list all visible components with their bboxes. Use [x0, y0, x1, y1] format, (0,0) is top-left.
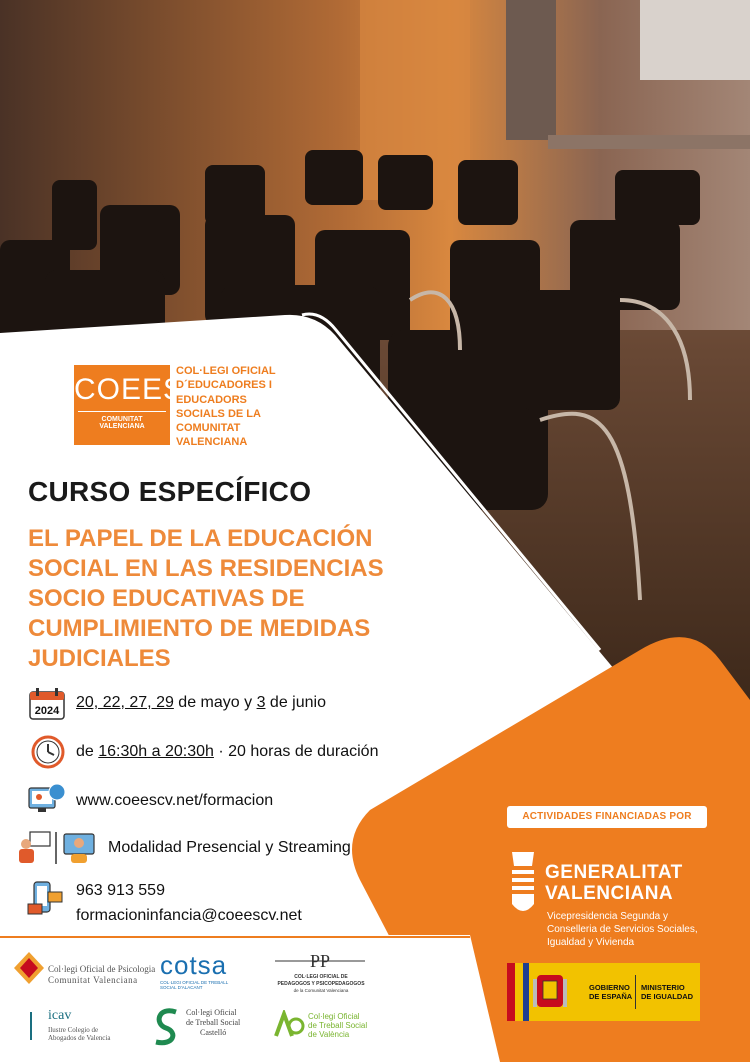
dates-mid: de mayo y: [173, 694, 257, 711]
time-prefix: de: [76, 743, 99, 760]
cotsa-logo: cotsa: [160, 950, 228, 980]
generalitat-name-line2: VALENCIANA: [545, 883, 674, 904]
course-time: [76, 743, 378, 761]
time-suffix: · 20 horas de duración: [213, 743, 379, 760]
treball-social-castello-logo-icon: [152, 1006, 182, 1048]
cotsa-sub: COL·LEGI OFICIAL DE TREBALL SOCIAL D'ALACANT: [160, 980, 229, 990]
generalitat-name-line1: GENERALITAT: [545, 862, 683, 883]
organization-name: COL·LEGI OFICIAL D´EDUCADORES I EDUCADORS SOCIALS DE LA COMUNITAT VALENCIANA: [176, 365, 276, 449]
funding-banner: ACTIVIDADES FINANCIADAS POR: [507, 806, 707, 828]
generalitat-department: Vicepresidencia Segunda y Conselleria de Servicios Sociales, Igualdad y Vivienda: [547, 911, 698, 948]
dates-last: 3: [256, 694, 266, 711]
contact-email[interactable]: formacioninfancia@coeescv.net: [76, 907, 302, 924]
svg-text:PP: PP: [309, 951, 331, 971]
psicologia-name-2: Comunitat Valenciana: [48, 975, 138, 985]
icav-sub-1: Ilustre Colegio de: [48, 1026, 99, 1034]
gobierno-text: GOBIERNO DE ESPAÑA: [589, 983, 633, 1001]
course-dates: [76, 694, 326, 712]
coees-logo-text: COEES: [74, 373, 185, 406]
course-label: CURSO ESPECÍFICO: [28, 476, 312, 507]
spain-flag-emblem-icon: [507, 963, 577, 1021]
psicologia-logo-icon: [12, 950, 46, 986]
treball-social-valencia-logo-icon: [272, 1010, 306, 1040]
dates-main: 20, 22, 27, 29: [76, 694, 174, 711]
course-modality: Modalidad Presencial y Streaming: [108, 839, 351, 856]
generalitat-emblem-icon: [506, 848, 540, 920]
contact-phone[interactable]: 963 913 559: [76, 882, 165, 899]
icav-logo: icav: [48, 1008, 72, 1023]
modality-icon: [16, 830, 106, 866]
pedagogos-name-1: COL·LEGI OFICIAL DE: [294, 974, 348, 980]
ministerio-text: MINISTERIO DE IGUALDAD: [641, 983, 694, 1001]
calendar-year: 2024: [34, 705, 60, 717]
cts-castello-2: de Treball Social: [186, 1018, 241, 1027]
time-range: 16:30h a 20:30h: [98, 743, 214, 760]
psicologia-name-1: Col·legi Oficial de Psicologia: [48, 964, 156, 974]
cts-castello-1: Col·legi Oficial: [186, 1008, 237, 1017]
dates-end: de junio: [265, 694, 326, 711]
website-link[interactable]: www.coeescv.net/formacion: [76, 792, 274, 809]
coees-logo-subtext: COMUNITAT VALENCIANA: [78, 411, 166, 430]
clock-icon: [30, 734, 66, 770]
icav-sub-2: Abogados de Valencia: [48, 1034, 111, 1042]
generalitat-name: [545, 862, 683, 904]
pedagogos-name-3: de la Comunitat Valenciana: [293, 988, 349, 993]
cts-valencia-1: Col·legi Oficial: [308, 1012, 360, 1021]
cts-valencia-2: de Treball Social: [308, 1021, 368, 1030]
website-icon: [27, 782, 67, 818]
pedagogos-logo-icon: [275, 950, 365, 972]
phone-email-icon: [26, 880, 66, 920]
calendar-icon: [28, 687, 66, 721]
coees-logo: [74, 365, 185, 445]
icav-bar: [30, 1012, 32, 1040]
course-title: EL PAPEL DE LA EDUCACIÓN SOCIAL EN LAS RESIDENCIAS SOCIO EDUCATIVAS DE CUMPLIMIENTO DE MEDIDAS JUDICIALES: [28, 525, 384, 672]
cts-valencia-3: de València: [308, 1030, 350, 1039]
pedagogos-name-2: PEDAGOGOS Y PSICOPEDAGOGOS: [277, 981, 365, 987]
cts-castello-3: Castelló: [200, 1028, 227, 1037]
gobierno-espana-logo: [507, 963, 700, 1021]
